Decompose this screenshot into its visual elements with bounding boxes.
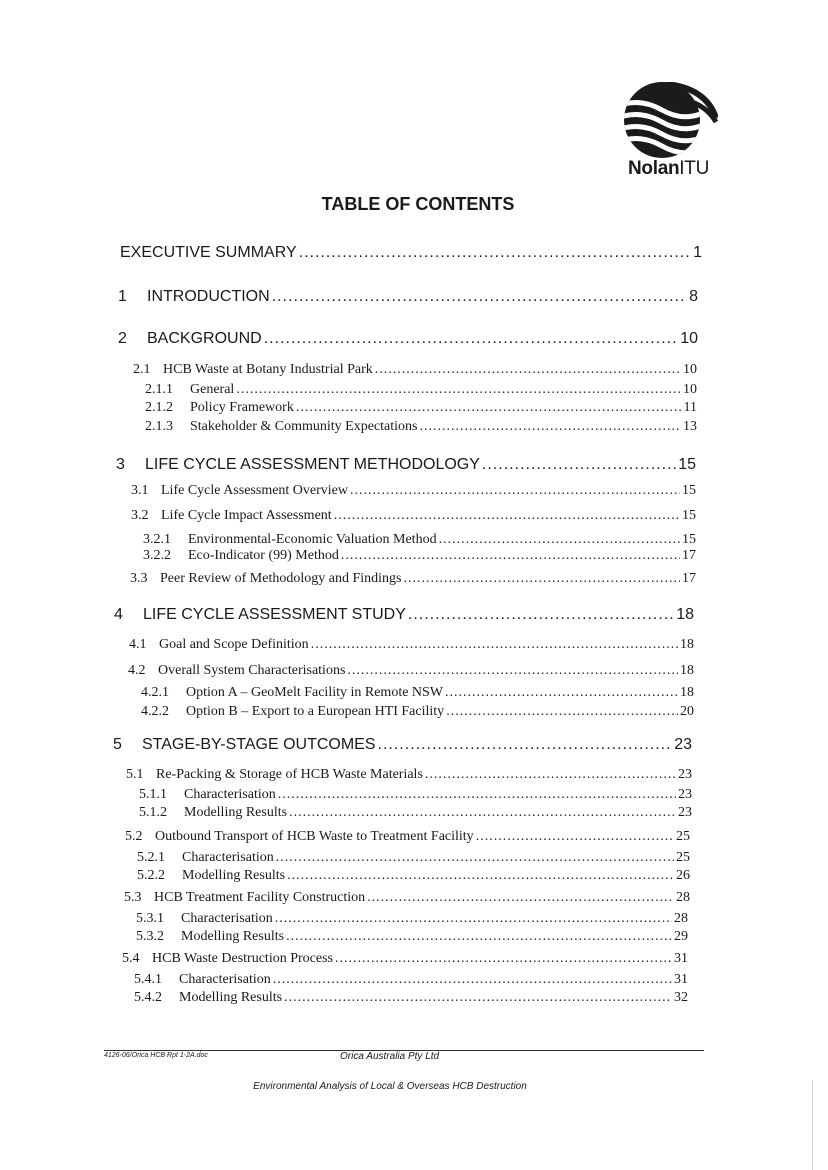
toc-page-number: 31	[674, 951, 688, 966]
toc-dot-leader	[275, 911, 672, 927]
toc-entry-title: Characterisation	[184, 787, 276, 802]
toc-entry-number: 2.1.1	[145, 382, 173, 397]
toc-dot-leader	[273, 972, 672, 988]
toc-entry-title: Modelling Results	[182, 868, 286, 883]
toc-dot-leader	[378, 736, 673, 754]
toc-dot-leader	[287, 868, 674, 884]
toc-dot-leader	[445, 685, 678, 701]
toc-entry-number: 5.2	[125, 829, 143, 844]
toc-entry-number: 3	[116, 456, 125, 473]
toc-subsubsection-entry[interactable]	[141, 704, 694, 720]
toc-subsection-entry[interactable]	[122, 951, 688, 967]
toc-dot-leader	[236, 382, 681, 398]
toc-page-number: 17	[682, 571, 696, 586]
toc-entry-title: LIFE CYCLE ASSESSMENT STUDY	[143, 606, 406, 623]
toc-entry-number: 5.3.1	[136, 911, 164, 926]
toc-dot-leader	[375, 362, 681, 378]
toc-subsubsection-entry[interactable]	[137, 850, 690, 866]
toc-entry-number: 5.4	[122, 951, 140, 966]
toc-dot-leader	[264, 330, 679, 348]
toc-dot-leader	[425, 767, 676, 783]
toc-entry-number: 5.2.1	[137, 850, 165, 865]
toc-entry-number: 4.2.1	[141, 685, 169, 700]
toc-entry-title: Environmental-Economic Valuation Method	[188, 532, 437, 547]
toc-entry-number: 2.1.3	[145, 419, 173, 434]
toc-page-number: 17	[682, 548, 696, 563]
toc-entry-number: 5.1.1	[139, 787, 167, 802]
toc-page-number: 23	[678, 767, 692, 782]
toc-entry-title: HCB Treatment Facility Construction	[154, 890, 366, 905]
toc-dot-leader	[272, 288, 687, 306]
toc-entry-title: HCB Waste Destruction Process	[152, 951, 333, 966]
toc-page-number: 28	[676, 890, 690, 905]
toc-dot-leader	[296, 400, 682, 416]
toc-page-number: 28	[674, 911, 688, 926]
toc-subsubsection-entry[interactable]	[134, 972, 688, 988]
toc-entry-number: 3.2	[131, 508, 149, 523]
toc-subsection-entry[interactable]	[133, 362, 697, 378]
toc-entry-number: 5.3	[124, 890, 142, 905]
toc-subsection-entry[interactable]	[130, 571, 696, 587]
toc-entry-number: 5	[113, 736, 122, 753]
toc-subsection-entry[interactable]	[131, 483, 696, 499]
toc-entry-title: BACKGROUND	[147, 330, 262, 347]
toc-subsubsection-entry[interactable]	[145, 382, 697, 398]
toc-entry-number: 2.1.2	[145, 400, 173, 415]
page-edge-mark	[812, 1080, 813, 1170]
toc-entry-title: Modelling Results	[184, 805, 288, 820]
toc-entry-number: 2	[118, 330, 127, 347]
toc-dot-leader	[446, 704, 678, 720]
toc-section-entry[interactable]	[113, 736, 692, 754]
toc-dot-leader	[286, 929, 672, 945]
toc-page-number: 13	[683, 419, 697, 434]
toc-entry-title: Life Cycle Impact Assessment	[161, 508, 332, 523]
company-logo	[604, 82, 720, 186]
toc-entry-title: Stakeholder & Community Expectations	[190, 419, 418, 434]
footer-report-title: Environmental Analysis of Local & Overseas HCB Destruction	[253, 1081, 527, 1092]
toc-page-number: 10	[683, 382, 697, 397]
toc-page-number: 10	[680, 330, 698, 347]
toc-page-number: 23	[678, 787, 692, 802]
toc-subsection-entry[interactable]	[125, 829, 690, 845]
toc-page-number: 15	[678, 456, 696, 473]
toc-page-number: 15	[682, 483, 696, 498]
toc-dot-leader	[311, 637, 678, 653]
toc-subsubsection-entry[interactable]	[145, 400, 697, 416]
toc-subsubsection-entry[interactable]	[145, 419, 697, 435]
toc-dot-leader	[276, 850, 674, 866]
toc-page-number: 26	[676, 868, 690, 883]
toc-page-number: 11	[683, 400, 697, 415]
toc-entry-number: 5.1.2	[139, 805, 167, 820]
toc-subsubsection-entry[interactable]	[143, 548, 696, 564]
toc-entry-title: Characterisation	[181, 911, 273, 926]
toc-dot-leader	[289, 805, 676, 821]
toc-page-number: 25	[676, 829, 690, 844]
toc-subsubsection-entry[interactable]	[134, 990, 688, 1006]
toc-page-number: 32	[674, 990, 688, 1005]
toc-entry-number: 5.2.2	[137, 868, 165, 883]
toc-entry-number: 4	[114, 606, 123, 623]
toc-page-number: 29	[674, 929, 688, 944]
toc-dot-leader	[341, 548, 680, 564]
toc-section-entry[interactable]	[116, 456, 696, 474]
toc-subsection-entry[interactable]	[131, 508, 696, 524]
toc-dot-leader	[278, 787, 676, 803]
toc-entry-title: Outbound Transport of HCB Waste to Treatment Facility	[155, 829, 474, 844]
toc-entry-title: Modelling Results	[179, 990, 283, 1005]
toc-entry-title: Re-Packing & Storage of HCB Waste Materials	[156, 767, 423, 782]
toc-entry-number: 4.2	[128, 663, 146, 678]
toc-subsubsection-entry[interactable]	[139, 805, 692, 821]
toc-entry-number: 3.3	[130, 571, 148, 586]
toc-dot-leader	[299, 244, 691, 262]
toc-dot-leader	[482, 456, 676, 474]
toc-entry-title: General	[190, 382, 235, 397]
page-title: TABLE OF CONTENTS	[321, 194, 515, 214]
toc-section-entry[interactable]	[118, 288, 698, 306]
toc-entry-number: 5.4.2	[134, 990, 162, 1005]
toc-entry-title: Peer Review of Methodology and Findings	[160, 571, 402, 586]
toc-page-number: 23	[674, 736, 692, 753]
toc-entry-number: 4.1	[129, 637, 147, 652]
nolan-itu-wave-icon	[606, 82, 718, 162]
toc-subsection-entry[interactable]	[124, 890, 690, 906]
toc-dot-leader	[347, 663, 678, 679]
toc-entry-title: INTRODUCTION	[147, 288, 270, 305]
toc-entry-title: HCB Waste at Botany Industrial Park	[163, 362, 373, 377]
toc-entry-number: 5.3.2	[136, 929, 164, 944]
toc-entry-title: Modelling Results	[181, 929, 285, 944]
toc-subsection-entry[interactable]	[126, 767, 692, 783]
toc-dot-leader	[350, 483, 680, 499]
toc-dot-leader	[439, 532, 680, 548]
toc-dot-leader	[403, 571, 680, 587]
toc-entry-number: 5.4.1	[134, 972, 162, 987]
toc-entry-title: EXECUTIVE SUMMARY	[120, 244, 297, 261]
toc-entry-title: Overall System Characterisations	[158, 663, 346, 678]
toc-entry-number: 2.1	[133, 362, 151, 377]
toc-section-entry[interactable]	[114, 606, 694, 624]
toc-entry-title: Characterisation	[182, 850, 274, 865]
toc-entry-number: 3.2.2	[143, 548, 171, 563]
toc-dot-leader	[408, 606, 674, 624]
toc-entry-title: LIFE CYCLE ASSESSMENT METHODOLOGY	[145, 456, 480, 473]
toc-entry-title: STAGE-BY-STAGE OUTCOMES	[142, 736, 376, 753]
toc-subsubsection-entry[interactable]	[143, 532, 696, 548]
toc-entry-title: Option B – Export to a European HTI Facility	[186, 704, 445, 719]
logo-wordmark: NolanITU	[628, 158, 709, 179]
toc-page-number: 23	[678, 805, 692, 820]
toc-subsubsection-entry[interactable]	[139, 787, 692, 803]
toc-entry-title: Life Cycle Assessment Overview	[161, 483, 349, 498]
toc-page-number: 15	[682, 508, 696, 523]
toc-entry-number: 3.1	[131, 483, 149, 498]
toc-entry-title: Option A – GeoMelt Facility in Remote NSW	[186, 685, 444, 700]
toc-entry-title: Policy Framework	[190, 400, 294, 415]
toc-page-number: 18	[680, 663, 694, 678]
toc-dot-leader	[367, 890, 674, 906]
toc-entry-number: 5.1	[126, 767, 144, 782]
toc-subsection-entry[interactable]	[129, 637, 694, 653]
toc-entry-number: 4.2.2	[141, 704, 169, 719]
toc-entry-title: Eco-Indicator (99) Method	[188, 548, 339, 563]
toc-page-number: 31	[674, 972, 688, 987]
toc-page-number: 25	[676, 850, 690, 865]
footer-company: Orica Australia Pty Ltd	[340, 1051, 440, 1062]
toc-subsubsection-entry[interactable]	[141, 685, 694, 701]
toc-subsubsection-entry[interactable]	[137, 868, 690, 884]
toc-dot-leader	[284, 990, 672, 1006]
toc-page-number: 15	[682, 532, 696, 547]
toc-dot-leader	[335, 951, 672, 967]
toc-dot-leader	[476, 829, 674, 845]
footer-doc-ref: 4126-06/Orica HCB Rpt 1-2A.doc	[104, 1052, 208, 1059]
toc-entry-number: 3.2.1	[143, 532, 171, 547]
toc-entry-title: Goal and Scope Definition	[159, 637, 309, 652]
toc-dot-leader	[334, 508, 680, 524]
toc-page-number: 10	[683, 362, 697, 377]
toc-page-number: 20	[680, 704, 694, 719]
toc-subsection-entry[interactable]	[128, 663, 694, 679]
toc-page-number: 18	[676, 606, 694, 623]
toc-page-number: 8	[689, 288, 698, 305]
toc-dot-leader	[419, 419, 681, 435]
toc-entry-number: 1	[118, 288, 127, 305]
toc-subsubsection-entry[interactable]	[136, 929, 688, 945]
toc-subsubsection-entry[interactable]	[136, 911, 688, 927]
toc-section-entry[interactable]	[120, 244, 702, 262]
toc-page-number: 1	[693, 244, 702, 261]
toc-section-entry[interactable]	[118, 330, 698, 348]
toc-page-number: 18	[680, 637, 694, 652]
toc-page-number: 18	[680, 685, 694, 700]
toc-entry-title: Characterisation	[179, 972, 271, 987]
